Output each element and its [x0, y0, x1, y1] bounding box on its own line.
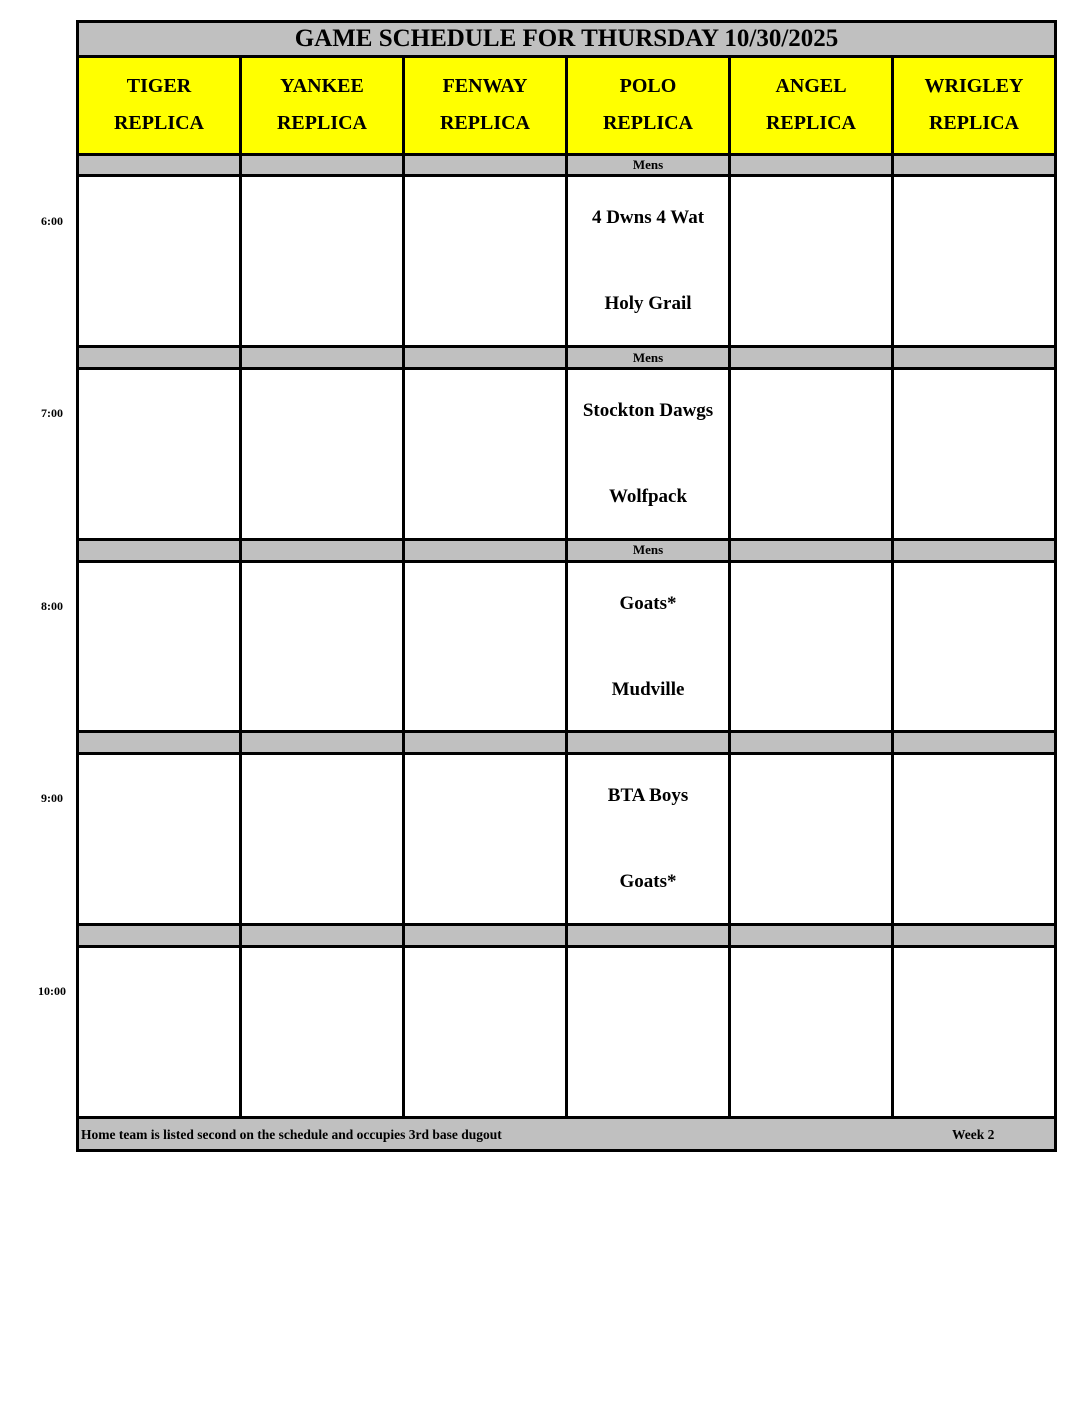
division-cell: Mens [567, 347, 730, 369]
game-cell [404, 946, 567, 1117]
field-subtitle: REPLICA [276, 112, 367, 135]
game-cell [730, 368, 893, 539]
division-cell [241, 154, 404, 176]
field-name: POLO [619, 75, 677, 98]
footer-note: Home team is listed second on the schedule and occupies 3rd base dugout [81, 1126, 502, 1142]
game-cell [78, 368, 241, 539]
field-header [241, 57, 404, 154]
game-cell [404, 368, 567, 539]
game-cell [893, 561, 1056, 732]
game-cell [567, 368, 730, 539]
game-cell [78, 946, 241, 1117]
game-cell [78, 176, 241, 347]
game-cell [404, 754, 567, 925]
division-cell [730, 732, 893, 754]
game-cell [241, 176, 404, 347]
division-cell [78, 539, 241, 561]
division-cell [567, 732, 730, 754]
division-cell [404, 154, 567, 176]
game-cell [893, 368, 1056, 539]
field-header [404, 57, 567, 154]
field-subtitle: REPLICA [439, 112, 530, 135]
field-header [567, 57, 730, 154]
field-name: TIGER [126, 75, 192, 98]
division-cell [567, 925, 730, 947]
division-cell [241, 925, 404, 947]
division-cell [730, 154, 893, 176]
division-cell [241, 347, 404, 369]
schedule-title: GAME SCHEDULE FOR THURSDAY 10/30/2025 [78, 22, 1056, 57]
field-subtitle: REPLICA [765, 112, 856, 135]
division-cell: Mens [567, 154, 730, 176]
time-label: 8:00 [41, 599, 63, 613]
field-name: WRIGLEY [924, 75, 1024, 98]
away-team: Stockton Dawgs [582, 399, 714, 421]
game-cell [567, 946, 730, 1117]
game-cell [893, 754, 1056, 925]
week-label: Week 2 [952, 1126, 995, 1142]
game-cell [893, 946, 1056, 1117]
game-cell [78, 561, 241, 732]
division-cell [730, 925, 893, 947]
field-header [78, 57, 241, 154]
game-cell [893, 176, 1056, 347]
game-cell [730, 754, 893, 925]
game-cell [567, 561, 730, 732]
field-name: FENWAY [442, 75, 528, 98]
field-name: ANGEL [775, 75, 847, 98]
away-team: Goats* [619, 592, 677, 614]
game-cell [730, 946, 893, 1117]
game-cell [241, 368, 404, 539]
division-cell [78, 925, 241, 947]
division-cell [241, 732, 404, 754]
field-subtitle: REPLICA [928, 112, 1019, 135]
field-header [730, 57, 893, 154]
game-cell [567, 176, 730, 347]
time-label: 6:00 [41, 214, 63, 228]
field-name: YANKEE [280, 75, 364, 98]
home-team: Goats* [619, 871, 677, 893]
game-cell [241, 946, 404, 1117]
game-cell [730, 176, 893, 347]
division-cell [893, 347, 1056, 369]
game-cell [730, 561, 893, 732]
field-subtitle: REPLICA [602, 112, 693, 135]
game-cell [241, 754, 404, 925]
division-cell: Mens [567, 539, 730, 561]
away-team: BTA Boys [607, 785, 689, 807]
game-cell [241, 561, 404, 732]
game-cell [567, 754, 730, 925]
home-team: Mudville [611, 678, 685, 700]
division-cell [730, 347, 893, 369]
division-cell [78, 732, 241, 754]
game-cell [404, 561, 567, 732]
time-label: 9:00 [41, 791, 63, 805]
division-cell [404, 347, 567, 369]
field-subtitle: REPLICA [113, 112, 204, 135]
game-cell [78, 754, 241, 925]
division-cell [404, 925, 567, 947]
schedule-table [76, 20, 1057, 1152]
division-cell [241, 539, 404, 561]
division-cell [893, 732, 1056, 754]
division-cell [893, 925, 1056, 947]
time-label: 10:00 [38, 984, 66, 998]
time-column [0, 0, 78, 1160]
division-cell [893, 154, 1056, 176]
division-cell [893, 539, 1056, 561]
division-cell [78, 347, 241, 369]
division-cell [730, 539, 893, 561]
division-cell [78, 154, 241, 176]
away-team: 4 Dwns 4 Wat [591, 207, 705, 229]
schedule-footer [78, 1117, 1056, 1150]
time-label: 7:00 [41, 406, 63, 420]
game-cell [404, 176, 567, 347]
division-cell [404, 732, 567, 754]
home-team: Wolfpack [608, 485, 688, 507]
division-cell [404, 539, 567, 561]
home-team: Holy Grail [604, 293, 692, 315]
field-header [893, 57, 1056, 154]
